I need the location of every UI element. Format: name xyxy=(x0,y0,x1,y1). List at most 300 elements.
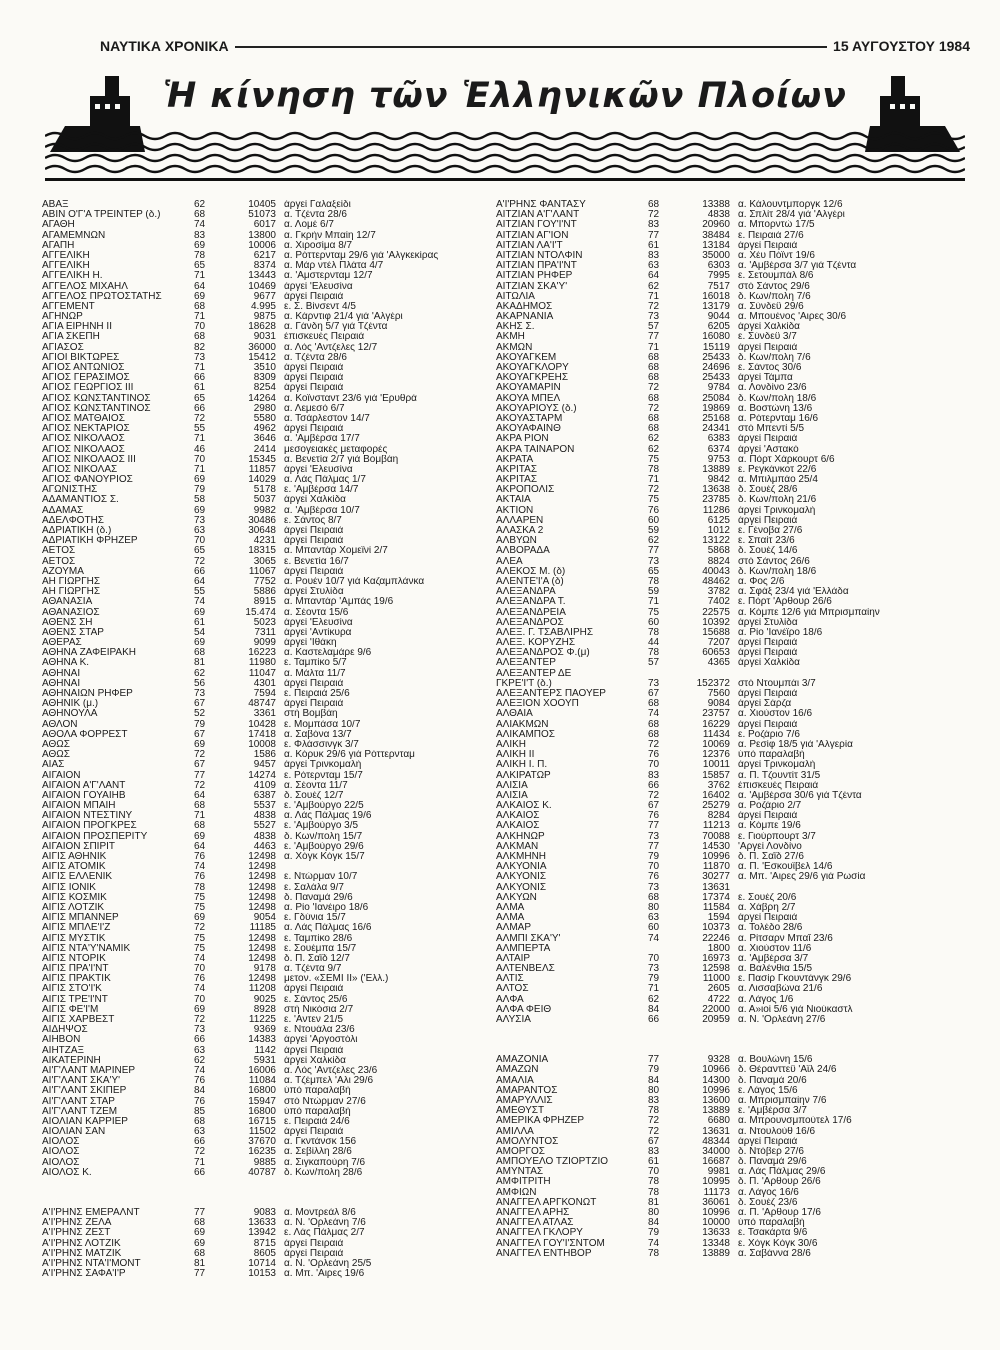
tonnage: 6205 xyxy=(707,321,730,333)
build-year: 68 xyxy=(648,412,660,424)
status: α. Ροζάριο 2/7 xyxy=(738,801,802,812)
build-year: 79 xyxy=(648,1064,660,1076)
tonnage: 8928 xyxy=(253,1003,276,1015)
build-year: 70 xyxy=(648,861,660,873)
status: α. Ν. 'Ορλεάνη 25/5 xyxy=(284,1258,372,1269)
ship-name: ΑΛΜΠΙ ΣΚΑ'Υ' xyxy=(496,933,561,944)
ship-name: ΑΙΤΖΙΑΝ ΛΑ'Ι'Τ xyxy=(496,240,563,251)
build-year: 64 xyxy=(194,280,206,292)
ship-name: Α'Ι'ΡΗΝΣ ΝΤΑ'Ι'ΜΟΝΤ xyxy=(42,1258,141,1269)
ship-name: ΑΝΑΓΓΕΛ ΕΝΤΗΒΟΡ xyxy=(496,1248,592,1259)
tonnage: 11870 xyxy=(702,861,730,873)
build-year: 66 xyxy=(194,1136,206,1148)
tonnage: 11185 xyxy=(249,922,276,934)
status: α. Φος 2/6 xyxy=(738,576,785,587)
tonnage: 5580 xyxy=(253,412,276,424)
tonnage: 10405 xyxy=(248,199,276,210)
build-year: 81 xyxy=(194,657,206,669)
status: στό Ντώρμαν 27/6 xyxy=(284,1096,366,1107)
ship-name: ΑΘΗΝΟΥΛΑ xyxy=(42,709,98,720)
build-year: 73 xyxy=(194,688,206,699)
status: ε. 'Αμβούργο 22/5 xyxy=(284,801,364,812)
build-year: 69 xyxy=(194,474,206,486)
ship-name: ΑΛΛΑΡΕΝ xyxy=(496,515,544,526)
status: άργεί Πειραιά xyxy=(284,678,344,689)
ship-name: ΑΙΑΣ xyxy=(42,760,65,771)
ship-name: ΑΘΗΝΑ Κ. xyxy=(42,658,90,669)
tonnage: 35000 xyxy=(702,249,730,261)
tonnage: 11502 xyxy=(248,1126,276,1138)
ship-name: ΑΛΚΑΙΟΣ xyxy=(496,821,540,832)
tonnage: 3762 xyxy=(707,779,730,791)
ship-name: ΑΓΙΟΣ ΓΕΡΑΣΙΜΟΣ xyxy=(42,373,130,384)
build-year: 79 xyxy=(648,851,660,862)
ship-name: Α'Ι'ΡΗΝΣ ΦΑΝΤΑΣΥ xyxy=(496,200,586,210)
build-year: 68 xyxy=(648,728,660,740)
build-year: 60 xyxy=(648,922,660,934)
build-year: 68 xyxy=(648,392,660,404)
ship-row xyxy=(42,923,482,933)
ship-name: ΑΛΕΞΑΝΔΡΑ Τ. xyxy=(496,597,566,608)
status: α. Λάγος 16/6 xyxy=(738,1187,799,1198)
status: δ. Παναμά 20/6 xyxy=(738,1075,807,1086)
build-year: 63 xyxy=(648,260,660,272)
build-year: 69 xyxy=(194,738,206,750)
tonnage: 9784 xyxy=(707,382,730,394)
ship-name: ΑΛΥΣΙΑ xyxy=(496,1015,531,1025)
ship-name: ΑΓΙΟΣ ΝΙΚΟΛΑΟΣ ΙΙΙ xyxy=(42,454,136,465)
build-year: 72 xyxy=(648,738,660,750)
ship-name: ΑΙΓΙΣ ΙΟΝΙΚ xyxy=(42,882,96,893)
tonnage: 48344 xyxy=(702,1135,730,1147)
tonnage: 40043 xyxy=(702,565,730,577)
status: μεσογειακές μεταφορές xyxy=(284,444,388,455)
wave-decoration xyxy=(45,128,965,186)
build-year: 74 xyxy=(194,952,206,964)
build-year: 63 xyxy=(194,1126,206,1138)
build-year: 73 xyxy=(648,311,660,323)
build-year: 70 xyxy=(194,321,206,333)
ship-row xyxy=(42,1269,482,1279)
ship-list-column-1 xyxy=(42,200,482,1279)
status: άργεί 'Ελευσίνα xyxy=(284,617,353,628)
ship-name: ΑΔΑΜΑΝΤΙΟΣ Σ. xyxy=(42,495,119,506)
status: ύπό παραλαβή xyxy=(738,750,805,761)
build-year: 61 xyxy=(648,1156,660,1168)
build-year: 84 xyxy=(648,1217,660,1229)
ship-name: ΑΛΤΟΣ xyxy=(496,984,529,995)
ship-name: ΑΙΓΙΣ ΝΤΟΡΙΚ xyxy=(42,953,106,964)
ship-name: ΑΝΑΓΓΕΛ ΓΚΛΟΡΥ xyxy=(496,1228,583,1239)
status: άργεί Πειραιά xyxy=(738,638,798,649)
build-year: 81 xyxy=(194,1257,206,1269)
tonnage: 8374 xyxy=(253,260,276,272)
build-year: 81 xyxy=(648,1196,660,1208)
ship-name: ΑΙΟΛΟΣ xyxy=(42,1137,80,1148)
status: ε. Γδύνια 15/7 xyxy=(284,913,346,924)
status: άργεί Χαλκίδα xyxy=(284,495,346,506)
build-year: 72 xyxy=(194,1014,206,1025)
tonnage: 5527 xyxy=(253,820,276,832)
build-year: 75 xyxy=(194,891,206,903)
ship-name: ΑΛΕΞ. Γ. ΤΣΑΒΛΙΡΗΣ xyxy=(496,627,594,638)
tonnage: 4838 xyxy=(707,209,730,221)
ship-name: Α'Ι'ΡΗΝΣ ΜΑΤΖΙΚ xyxy=(42,1248,122,1259)
ship-name: ΑΚΡΑΤΑ xyxy=(496,454,534,465)
tonnage: 13638 xyxy=(702,484,730,496)
ship-name: ΑΕΤΟΣ xyxy=(42,546,76,557)
status: α. Βαλένθια 15/5 xyxy=(738,964,813,975)
status: α. 'Αμβέρσα 3/7 xyxy=(738,953,809,964)
status: α. Λάς Πάλμας 1/7 xyxy=(284,475,366,486)
tonnage: 10995 xyxy=(702,1176,730,1188)
build-year: 60 xyxy=(648,514,660,526)
ship-name: ΑΙ'Γ'ΛΑΝΤ ΣΚΑ'Υ' xyxy=(42,1076,121,1087)
build-year: 68 xyxy=(194,647,206,659)
ship-name: ΑΛΑΣΚΑ 2 xyxy=(496,526,544,536)
tonnage: 16402 xyxy=(702,789,730,801)
ship-name: ΑΓΙΟΣ ΦΑΝΟΥΡΙΟΣ xyxy=(42,475,133,486)
ship-name: ΑΛΦΑ ΦΕΙΘ xyxy=(496,1004,552,1015)
status: α. Γκντάνσκ 156 xyxy=(284,1137,357,1148)
ship-name: ΑΙΓΙΣ ΤΡΕ'Ι'ΝΤ xyxy=(42,994,108,1005)
tonnage: 34000 xyxy=(702,1145,730,1157)
tonnage: 13631 xyxy=(702,1125,730,1137)
build-year: 71 xyxy=(648,596,660,608)
ship-name: ΑΛΚΥΩΝ xyxy=(496,892,537,903)
status: α. Σέοντα 15/6 xyxy=(284,607,349,618)
tonnage: 9875 xyxy=(253,311,276,323)
build-year: 70 xyxy=(648,952,660,964)
build-year: 78 xyxy=(194,249,206,261)
build-year: 62 xyxy=(194,1054,206,1066)
tonnage: 15688 xyxy=(702,626,730,638)
tonnage: 30486 xyxy=(248,514,276,526)
build-year: 76 xyxy=(194,1075,206,1087)
ship-name: ΓΚΡΕ'Ι'Τ (δ.) xyxy=(496,678,552,689)
ship-row xyxy=(42,597,482,607)
build-year: 76 xyxy=(648,810,660,822)
tonnage: 7207 xyxy=(707,637,730,649)
ship-name: ΑΛΚΑΙΟΣ Κ. xyxy=(496,801,552,812)
tonnage: 22575 xyxy=(702,606,730,618)
ship-name: ΑΘΗΝΑΙ xyxy=(42,668,81,679)
status: στό Σάντος 29/6 xyxy=(738,281,810,292)
status: δ. Σουέζ 28/6 xyxy=(738,485,798,496)
status: α. Καστελαμάρε 9/6 xyxy=(284,648,372,659)
ship-name: ΑΓΑΜΕΜΝΩΝ xyxy=(42,230,106,241)
status: ύπό παραλαβή xyxy=(738,1218,805,1229)
status xyxy=(284,862,482,872)
tonnage: 5037 xyxy=(253,494,276,506)
tonnage: 9753 xyxy=(707,453,730,465)
tonnage: 9885 xyxy=(253,1156,276,1168)
status: α. Τσάρλεστον 14/7 xyxy=(284,413,370,424)
ship-name: ΑΜΕΘΥΣΤ xyxy=(496,1106,545,1117)
ship-name: ΑΜΟΛΥΝΤΟΣ xyxy=(496,1136,559,1147)
ship-row xyxy=(42,1086,482,1096)
status: ε. 'Αμβέρσα 14/7 xyxy=(284,485,359,496)
tonnage: 13122 xyxy=(702,535,730,547)
status: δ. Κων/πολη 18/6 xyxy=(738,393,817,404)
tonnage: 11000 xyxy=(702,973,730,985)
ship-list-column-2 xyxy=(496,200,936,1259)
ship-name: ΑΓΙΑ ΕΙΡΗΝΗ ΙΙ xyxy=(42,322,112,333)
build-year: 84 xyxy=(648,1003,660,1015)
status: ε. Πόρτ 'Αρθουρ 26/6 xyxy=(738,597,832,608)
tonnage: 7311 xyxy=(254,626,276,638)
status: α. Σαβόνα 13/7 xyxy=(284,729,352,740)
status: α. Μπαντάρ Χομεϊνί 2/7 xyxy=(284,546,388,557)
build-year: 83 xyxy=(648,1094,660,1106)
build-year: 78 xyxy=(648,575,660,587)
ship-list-section xyxy=(496,1055,936,1259)
ship-name: ΑΔΡΙΑΤΙΚΗ ΦΡΗΖΕΡ xyxy=(42,536,138,547)
ship-name: ΑΔΕΛΦΟΤΗΣ xyxy=(42,515,104,526)
tonnage: 16715 xyxy=(248,1115,276,1127)
status: άργεί Πειραιά xyxy=(738,240,798,251)
status: α. Τζέντα 28/6 xyxy=(284,210,347,221)
status: ε. Σουέμπα 15/7 xyxy=(284,943,357,954)
status: ε. 'Αντεν 21/5 xyxy=(284,1015,344,1025)
build-year: 75 xyxy=(648,494,660,506)
ship-name: ΑΜΙΛΛΑ xyxy=(496,1126,534,1137)
build-year: 72 xyxy=(194,412,206,424)
status: στή Βομβάη xyxy=(284,709,338,720)
tonnage: 25433 xyxy=(702,351,730,363)
tonnage: 5931 xyxy=(253,1054,276,1066)
tonnage: 16229 xyxy=(702,718,730,730)
status: άργεί Χαλκίδα xyxy=(738,658,800,669)
tonnage: 8605 xyxy=(253,1247,276,1259)
ship-name: ΑΛΕΝΤΕ'Ι'Α (δ) xyxy=(496,576,564,587)
ship-name: ΑΓΓΕΛΟΣ ΠΡΩΤΟΣΤΑΤΗΣ xyxy=(42,291,162,302)
status: άργεί Πειραιά xyxy=(738,689,798,699)
status: α. Μπαντάρ 'Αμπάς 19/6 xyxy=(284,597,394,608)
tonnage: 10373 xyxy=(702,922,730,934)
status: άργεί Γαλαξείδι xyxy=(284,200,351,210)
status: ε. Γιούρπουρτ 3/7 xyxy=(738,831,816,842)
tonnage: 5886 xyxy=(253,586,276,598)
status: δ. Κων/πολη 15/7 xyxy=(284,831,363,842)
tonnage: 3782 xyxy=(707,586,730,598)
build-year: 72 xyxy=(194,555,206,567)
build-year: 64 xyxy=(194,840,206,852)
tonnage: 9981 xyxy=(707,1166,730,1178)
ship-name: Α'Ι'ΡΗΝΣ ΕΜΕΡΑΛΝΤ xyxy=(42,1208,140,1218)
status: άργεί Τρινκομαλή xyxy=(738,505,816,516)
tonnage: 14300 xyxy=(702,1074,730,1086)
tonnage: 11067 xyxy=(248,565,276,577)
title-banner xyxy=(45,66,965,186)
ship-name: ΑΛΚΥΟΝΙΣ xyxy=(496,882,547,893)
build-year: 75 xyxy=(194,901,206,913)
ship-name: ΑΚΜΗ xyxy=(496,332,525,343)
tonnage: 12498 xyxy=(248,901,276,913)
ship-name: ΑΛΜΑ xyxy=(496,902,525,913)
build-year: 64 xyxy=(194,575,206,587)
ship-row xyxy=(496,1015,936,1025)
ship-name: ΑΘΩΣ xyxy=(42,739,70,750)
ship-name: ΑΚΡΙΤΑΣ xyxy=(496,475,538,486)
build-year: 78 xyxy=(648,463,660,475)
ship-name: ΑΛΕΚΟΣ Μ. (δ) xyxy=(496,566,566,577)
build-year: 69 xyxy=(194,504,206,516)
ship-name: ΑΖΟΥΜΑ xyxy=(42,566,84,577)
page-header xyxy=(40,38,970,58)
status: ε. Πειραιά 25/6 xyxy=(284,689,350,699)
ship-name: ΑΛΤΕΝΒΕΛΣ xyxy=(496,964,555,975)
status: άργεί Πειραιά xyxy=(284,536,344,547)
status: α. Μπ. 'Αιρες 29/6 γιά Ρωσία xyxy=(738,872,866,883)
ship-name: ΑΛΚΜΑΝ xyxy=(496,841,539,852)
status: α. Ντουλούθ 16/6 xyxy=(738,1126,816,1137)
ship-name: Α'Ι'ΡΗΝΣ ΣΑΦΑ'Ι'Ρ xyxy=(42,1269,126,1280)
tonnage: 9457 xyxy=(253,759,276,771)
status: ε. Ροζάριο 7/6 xyxy=(738,729,800,740)
build-year: 72 xyxy=(648,1115,660,1127)
tonnage: 13800 xyxy=(248,229,276,241)
tonnage: 2980 xyxy=(253,402,276,414)
ship-name: ΑΚΟΥΑΡΙΟΥΣ (δ.) xyxy=(496,403,577,414)
build-year: 67 xyxy=(648,800,660,812)
status: ε. Σάντος 30/6 xyxy=(738,363,802,373)
status: άργεί Τάμπα xyxy=(738,373,793,384)
status: ε. Ταμπίκο 28/6 xyxy=(284,933,353,944)
status: άργεί Πειραιά xyxy=(284,1238,344,1249)
tonnage: 4365 xyxy=(707,657,730,669)
tonnage: 3646 xyxy=(253,433,276,445)
build-year: 62 xyxy=(194,199,206,210)
status: στό Ντουμπάι 3/7 xyxy=(738,678,816,689)
build-year: 78 xyxy=(194,881,206,893)
status: άργεί 'Ελευσίνα xyxy=(284,281,353,292)
tonnage: 24341 xyxy=(702,423,730,435)
status: α. Α»ιοί 5/6 γιά Νιούκαστλ xyxy=(738,1004,853,1015)
ship-name: ΑΙΓΙΣ ΦΕ'Ι'Μ xyxy=(42,1004,99,1015)
build-year: 67 xyxy=(194,759,206,771)
status: δ. Σουέζ 12/7 xyxy=(284,790,344,801)
status: α. Λομέ 6/7 xyxy=(284,220,334,231)
tonnage: 51073 xyxy=(248,209,276,221)
status: α. Ρίτσαρν Μπαΐ 23/6 xyxy=(738,933,833,944)
tonnage: 9982 xyxy=(253,504,276,516)
status: α. Σεβίλλη 28/6 xyxy=(284,1147,352,1158)
tonnage: 11434 xyxy=(702,728,730,740)
status: στή Νικόσια 2/7 xyxy=(284,1004,354,1015)
build-year: 67 xyxy=(194,728,206,740)
ship-name: ΑΘΑΝΑΣΙΑ xyxy=(42,597,93,608)
status: δ. Π. 'Αρθουρ 26/6 xyxy=(738,1177,821,1188)
ship-name: ΑΙ'Γ'ΛΑΝΤ ΣΚΙΠΕΡ xyxy=(42,1086,127,1097)
ship-name: ΑΙΓΑΙΟΝ ΠΡΟΓΚΡΕΣ xyxy=(42,821,137,832)
tonnage: 1586 xyxy=(253,749,276,761)
build-year: 68 xyxy=(194,1247,206,1259)
tonnage: 48747 xyxy=(248,698,276,710)
build-year: 64 xyxy=(194,789,206,801)
build-year: 77 xyxy=(648,820,660,832)
tonnage: 12498 xyxy=(248,861,276,873)
status: ε. Σουέζ 20/6 xyxy=(738,892,797,903)
build-year: 72 xyxy=(648,789,660,801)
build-year: 66 xyxy=(194,402,206,414)
build-year: 77 xyxy=(194,1207,206,1218)
tonnage: 8309 xyxy=(253,372,276,384)
tonnage: 6217 xyxy=(253,249,276,261)
tonnage: 11213 xyxy=(702,820,730,832)
build-year: 69 xyxy=(194,637,206,649)
ship-name: ΑΙΓΙΣ ΕΛΛΕΝΙΚ xyxy=(42,872,113,883)
status: ε. Ντουάλα 23/6 xyxy=(284,1025,355,1036)
tonnage: 10996 xyxy=(702,1084,730,1096)
build-year: 74 xyxy=(194,861,206,873)
status: α. Μπ. 'Αιρες 19/6 xyxy=(284,1269,365,1280)
status: α. Μπορντώ 17/5 xyxy=(738,220,815,231)
status: α. Λάγος 1/6 xyxy=(738,994,794,1005)
tonnage: 36000 xyxy=(248,341,276,353)
build-year: 70 xyxy=(648,1166,660,1178)
build-year: 69 xyxy=(194,1227,206,1239)
tonnage: 2605 xyxy=(707,983,730,995)
tonnage: 30648 xyxy=(248,525,276,536)
ship-name: ΑΚΜΩΝ xyxy=(496,342,533,353)
ship-name: ΑΜΑΡΑΝΤΟΣ xyxy=(496,1085,558,1096)
tonnage: 10966 xyxy=(702,1064,730,1076)
ship-name: ΑΙΓΑΙΟΝ ΣΠΙΡΙΤ xyxy=(42,841,116,852)
status: άργεί Πειραιά xyxy=(284,1248,344,1259)
tonnage: 40787 xyxy=(248,1166,276,1178)
build-year: 65 xyxy=(194,545,206,557)
ship-name: ΑΙΟΛΙΑΝ ΚΑΡΡΙΕΡ xyxy=(42,1116,128,1127)
build-year: 76 xyxy=(194,973,206,985)
build-year: 74 xyxy=(648,708,660,720)
tonnage: 13600 xyxy=(702,1094,730,1106)
status: ύπό παραλαβή xyxy=(284,1106,351,1117)
status: δ. Κων/πολη 7/6 xyxy=(738,352,811,363)
build-year: 68 xyxy=(194,1115,206,1127)
status: α. Βουλώνη 15/6 xyxy=(738,1055,813,1066)
build-year: 76 xyxy=(194,871,206,883)
status: α. Λός 'Αντζελες 23/6 xyxy=(284,1065,378,1076)
build-year: 68 xyxy=(194,331,206,343)
tonnage: 11047 xyxy=(248,667,276,679)
status: α. 'Αμστερνταμ 12/7 xyxy=(284,271,373,282)
ship-name: ΑΓΙΟΣ ΝΙΚΟΛΑΟΣ xyxy=(42,434,125,445)
tonnage: 11173 xyxy=(703,1186,730,1198)
status: δ. Κων/πολη 28/6 xyxy=(284,1167,363,1178)
tonnage: 1594 xyxy=(707,912,730,924)
ship-name: ΑΓΙΟΣ ΝΙΚΟΛΑΣ xyxy=(42,464,118,475)
build-year: 69 xyxy=(194,912,206,924)
tonnage: 38484 xyxy=(702,229,730,241)
status: α. Σπλίτ 28/4 γιά 'Αλγέρι xyxy=(738,210,845,221)
ship-name: ΑΛΒΥΩΝ xyxy=(496,536,537,547)
ship-name: ΑΛΒΟΡΑΔΑ xyxy=(496,546,550,557)
ship-name: ΑΝΑΓΓΕΛ ΑΡΓΚΟΝΩΤ xyxy=(496,1197,597,1208)
build-year: 65 xyxy=(194,260,206,272)
ship-name: ΑΓΓΕΛΟΣ ΜΙΧΑΗΛ xyxy=(42,281,128,292)
ship-name: ΑΙΔΗΨΟΣ xyxy=(42,1025,88,1036)
tonnage: 14530 xyxy=(702,840,730,852)
status: α. Λονδίνο 23/6 xyxy=(738,383,807,394)
build-year: 74 xyxy=(194,983,206,995)
ship-name: ΑΓΓΕΜΕΝΤ xyxy=(42,301,95,312)
ship-name: ΑΛΕΞ. ΚΟΡΥΖΗΣ xyxy=(496,638,576,649)
ship-name: ΑΘΛΟΝ xyxy=(42,719,78,730)
ship-name: ΑΘΗΝΑ ΖΑΦΕΙΡΑΚΗ xyxy=(42,648,136,659)
ship-name: ΑΜΑΛΙΑ xyxy=(496,1075,534,1086)
tonnage: 48462 xyxy=(702,575,730,587)
